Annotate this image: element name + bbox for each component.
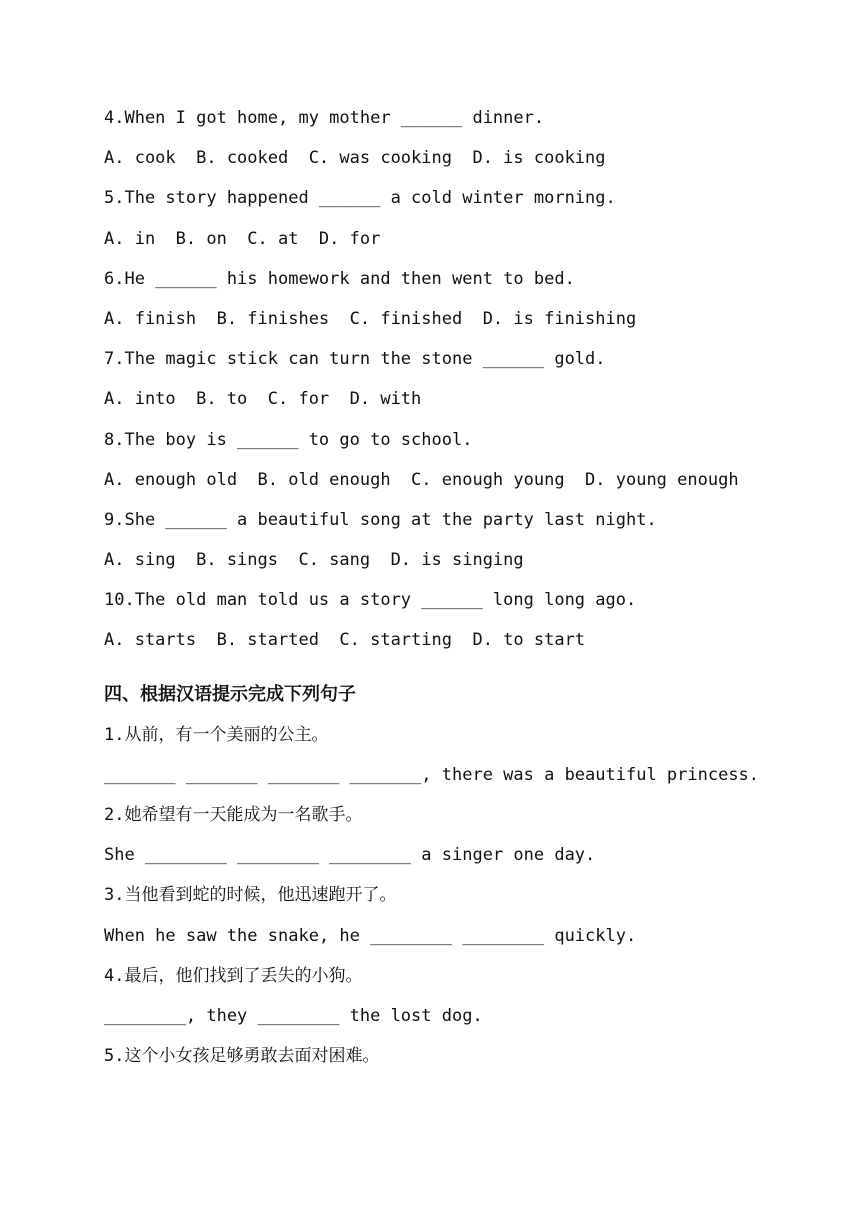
translation-prompt-1: 1.从前，有一个美丽的公主。: [104, 724, 329, 745]
question-7: 7.The magic stick can turn the stone ______ gold.: [104, 349, 606, 370]
translation-section: [104, 715, 844, 1077]
multiple-choice-section: [104, 98, 844, 661]
translation-answer-2: She ________ ________ ________ a singer one day.: [104, 845, 596, 866]
section-4-heading: 四、根据汉语提示完成下列句子: [104, 683, 356, 705]
options-4: A. cook B. cooked C. was cooking D. is cooking: [104, 148, 606, 169]
translation-prompt-4: 4.最后，他们找到了丢失的小狗。: [104, 965, 363, 986]
translation-prompt-5: 5.这个小女孩足够勇敢去面对困难。: [104, 1046, 380, 1067]
question-8: 8.The boy is ______ to go to school.: [104, 429, 473, 450]
translation-answer-1: _______ _______ _______ _______, there was a beautiful princess.: [104, 764, 760, 785]
options-6: A. finish B. finishes C. finished D. is finishing: [104, 308, 637, 329]
question-4: 4.When I got home, my mother ______ dinner.: [104, 108, 545, 128]
worksheet-page: [104, 98, 844, 1076]
question-5: 5.The story happened ______ a cold winter morning.: [104, 188, 616, 209]
options-7: A. into B. to C. for D. with: [104, 389, 422, 410]
options-8: A. enough old B. old enough C. enough young D. young enough: [104, 469, 739, 490]
question-6: 6.He ______ his homework and then went to bed.: [104, 268, 575, 289]
options-9: A. sing B. sings C. sang D. is singing: [104, 550, 524, 571]
translation-prompt-3: 3.当他看到蛇的时候，他迅速跑开了。: [104, 885, 397, 906]
translation-prompt-2: 2.她希望有一天能成为一名歌手。: [104, 805, 363, 825]
question-9: 9.She ______ a beautiful song at the party last night.: [104, 509, 657, 530]
options-5: A. in B. on C. at D. for: [104, 228, 381, 249]
translation-answer-4: ________, they ________ the lost dog.: [104, 1005, 483, 1026]
options-10: A. starts B. started C. starting D. to start: [104, 630, 586, 651]
translation-answer-3: When he saw the snake, he ________ ________ quickly.: [104, 925, 637, 946]
question-10: 10.The old man told us a story ______ long long ago.: [104, 590, 637, 611]
